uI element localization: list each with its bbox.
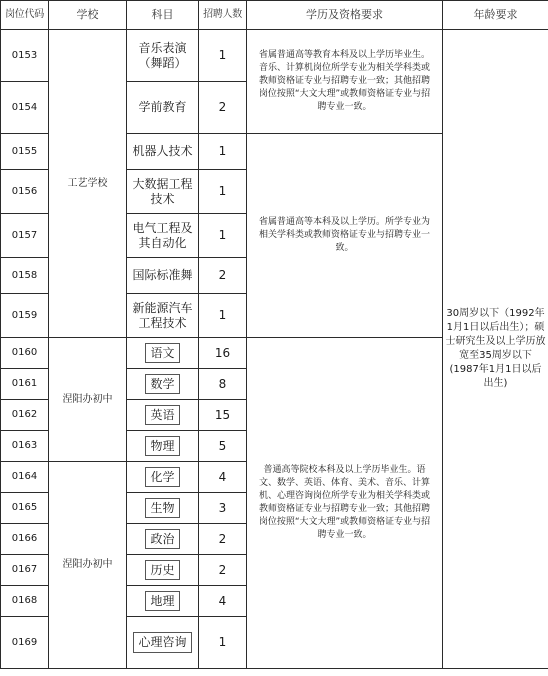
school-cell-junior-a: 涅阳办初中 bbox=[49, 338, 127, 462]
header-count: 招聘人数 bbox=[199, 1, 247, 30]
school-cell-arts: 工艺学校 bbox=[49, 30, 127, 338]
position-code: 0167 bbox=[1, 555, 49, 586]
position-code: 0161 bbox=[1, 369, 49, 400]
subject-cell bbox=[127, 462, 199, 493]
header-age: 年龄要求 bbox=[443, 1, 548, 30]
header-requirements: 学历及资格要求 bbox=[247, 1, 443, 30]
hire-count: 5 bbox=[199, 431, 247, 462]
hire-count: 1 bbox=[199, 214, 247, 258]
subject-cell bbox=[127, 258, 199, 294]
hire-count: 8 bbox=[199, 369, 247, 400]
position-code: 0158 bbox=[1, 258, 49, 294]
hire-count: 16 bbox=[199, 338, 247, 369]
subject-label: 学前教育 bbox=[138, 100, 187, 115]
requirements-group-3: 普通高等院校本科及以上学历毕业生。语文、数学、英语、体育、美术、音乐、计算机、心理咨询岗位所学专业为相关学科类或教师资格证专业与招聘专业一致；其他招聘岗位按照“大文大理”或教师资格证专业与招聘专业一致。 bbox=[247, 338, 443, 669]
hire-count: 2 bbox=[199, 555, 247, 586]
subject-cell bbox=[127, 338, 199, 369]
subject-cell bbox=[127, 555, 199, 586]
subject-label: 物理 bbox=[145, 436, 179, 456]
position-code: 0160 bbox=[1, 338, 49, 369]
subject-cell bbox=[127, 294, 199, 338]
subject-label: 电气工程及其自动化 bbox=[132, 221, 193, 250]
position-code: 0166 bbox=[1, 524, 49, 555]
requirements-group-2: 省属普通高等本科及以上学历。所学专业为相关学科类或教师资格证专业与招聘专业一致。 bbox=[247, 134, 443, 338]
subject-cell bbox=[127, 82, 199, 134]
subject-label: 政治 bbox=[145, 529, 179, 549]
school-cell-junior-b: 涅阳办初中 bbox=[49, 462, 127, 669]
subject-label: 地理 bbox=[145, 591, 179, 611]
subject-cell bbox=[127, 30, 199, 82]
hire-count: 3 bbox=[199, 493, 247, 524]
subject-cell bbox=[127, 617, 199, 669]
header-school: 学校 bbox=[49, 1, 127, 30]
hire-count: 1 bbox=[199, 294, 247, 338]
subject-cell bbox=[127, 214, 199, 258]
position-code: 0165 bbox=[1, 493, 49, 524]
subject-label: 音乐表演（舞蹈） bbox=[138, 41, 187, 70]
subject-label: 语文 bbox=[145, 343, 179, 363]
table-row bbox=[1, 30, 548, 82]
subject-label: 生物 bbox=[145, 498, 179, 518]
position-code: 0157 bbox=[1, 214, 49, 258]
hire-count: 15 bbox=[199, 400, 247, 431]
header-code: 岗位代码 bbox=[1, 1, 49, 30]
subject-cell bbox=[127, 493, 199, 524]
hire-count: 1 bbox=[199, 134, 247, 170]
subject-label: 大数据工程技术 bbox=[132, 177, 193, 206]
subject-label: 化学 bbox=[145, 467, 179, 487]
hire-count: 2 bbox=[199, 524, 247, 555]
subject-label: 历史 bbox=[145, 560, 179, 580]
position-code: 0164 bbox=[1, 462, 49, 493]
subject-cell bbox=[127, 134, 199, 170]
hire-count: 1 bbox=[199, 170, 247, 214]
position-code: 0162 bbox=[1, 400, 49, 431]
position-code: 0168 bbox=[1, 586, 49, 617]
age-requirement: 30周岁以下（1992年1月1日以后出生）；硕士研究生及以上学历放宽至35周岁以下(1987年1月1日以后出生) bbox=[443, 30, 548, 669]
position-code: 0159 bbox=[1, 294, 49, 338]
subject-label: 机器人技术 bbox=[132, 144, 193, 159]
subject-label: 心理咨询 bbox=[133, 632, 191, 652]
position-code: 0156 bbox=[1, 170, 49, 214]
header-subject: 科目 bbox=[127, 1, 199, 30]
hire-count: 2 bbox=[199, 82, 247, 134]
hire-count: 2 bbox=[199, 258, 247, 294]
requirements-group-1: 省属普通高等教育本科及以上学历毕业生。音乐、计算机岗位所学专业为相关学科类或教师资格证专业与招聘专业一致；其他招聘岗位按照“大文大理”或教师资格证专业与招聘专业一致。 bbox=[247, 30, 443, 134]
subject-label: 英语 bbox=[145, 405, 179, 425]
subject-label: 数学 bbox=[145, 374, 179, 394]
subject-cell bbox=[127, 369, 199, 400]
header-row bbox=[1, 1, 548, 30]
position-code: 0169 bbox=[1, 617, 49, 669]
subject-cell bbox=[127, 400, 199, 431]
position-code: 0163 bbox=[1, 431, 49, 462]
subject-label: 国际标准舞 bbox=[132, 268, 193, 283]
subject-cell bbox=[127, 170, 199, 214]
hire-count: 1 bbox=[199, 30, 247, 82]
subject-cell bbox=[127, 431, 199, 462]
hire-count: 4 bbox=[199, 586, 247, 617]
hire-count: 4 bbox=[199, 462, 247, 493]
position-code: 0155 bbox=[1, 134, 49, 170]
subject-cell bbox=[127, 524, 199, 555]
position-code: 0154 bbox=[1, 82, 49, 134]
hire-count: 1 bbox=[199, 617, 247, 669]
subject-cell bbox=[127, 586, 199, 617]
position-code: 0153 bbox=[1, 30, 49, 82]
subject-label: 新能源汽车工程技术 bbox=[132, 301, 193, 330]
